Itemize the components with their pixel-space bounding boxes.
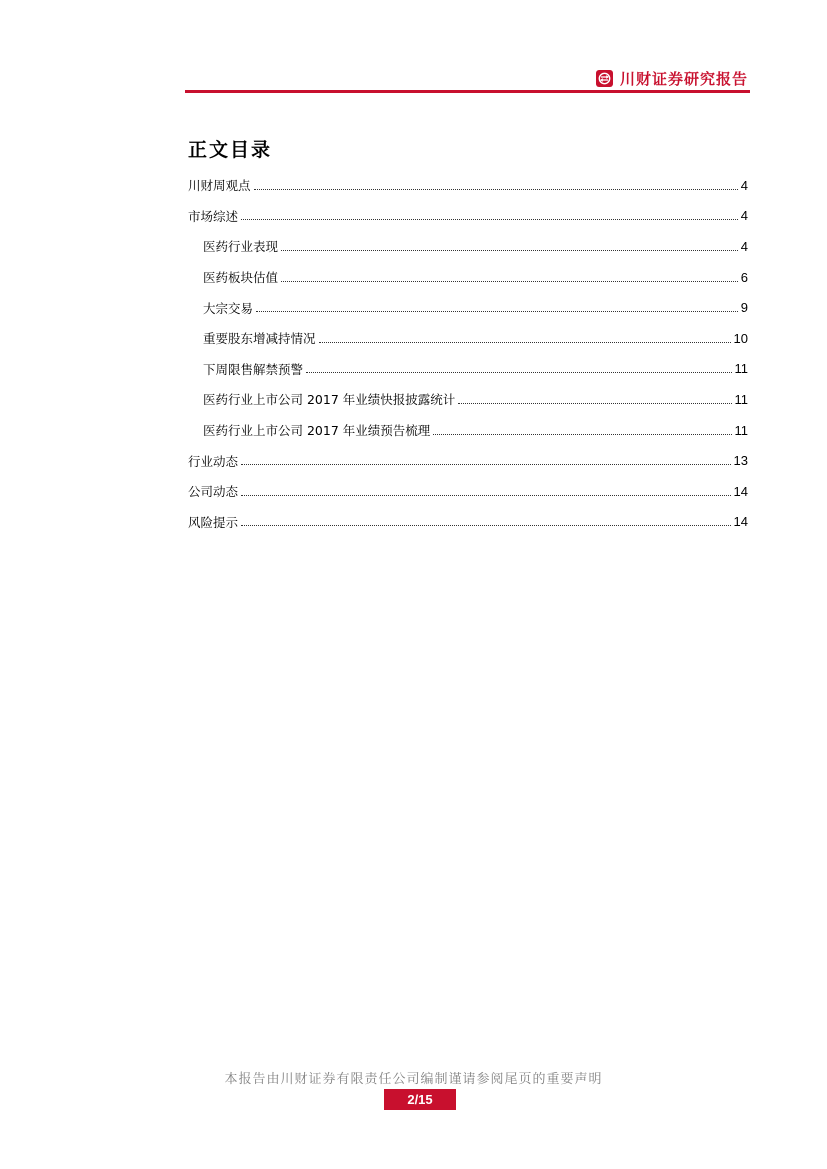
toc-entry-label: 医药行业上市公司 2017 年业绩预告梳理 — [203, 423, 431, 439]
toc-entry[interactable] — [188, 384, 748, 415]
toc-entry[interactable] — [188, 323, 748, 354]
toc-entry-page: 14 — [733, 514, 748, 530]
header-divider — [185, 90, 750, 93]
toc-entry[interactable] — [188, 476, 748, 507]
toc-dot-leader — [241, 219, 738, 220]
toc-entry-page: 4 — [740, 238, 748, 254]
toc-dot-leader — [241, 525, 731, 526]
broker-logo-icon — [596, 70, 613, 87]
toc-dot-leader — [458, 403, 731, 404]
toc-entry-page: 11 — [734, 422, 748, 438]
table-of-contents — [188, 170, 748, 537]
toc-entry-page: 13 — [733, 453, 748, 469]
toc-entry[interactable] — [188, 231, 748, 262]
toc-dot-leader — [281, 281, 738, 282]
toc-entry-page: 14 — [733, 483, 748, 499]
toc-entry-label: 医药板块估值 — [203, 270, 279, 286]
page-header — [185, 62, 750, 96]
toc-entry[interactable] — [188, 201, 748, 232]
toc-entry-page: 4 — [740, 177, 748, 193]
toc-dot-leader — [319, 342, 731, 343]
toc-entry[interactable] — [188, 292, 748, 323]
toc-entry-label: 医药行业表现 — [203, 239, 279, 255]
toc-entry-page: 6 — [740, 269, 748, 285]
toc-entry-label: 下周限售解禁预警 — [203, 361, 304, 377]
toc-dot-leader — [281, 250, 738, 251]
toc-dot-leader — [306, 372, 731, 373]
toc-entry-label: 公司动态 — [188, 484, 239, 500]
toc-entry-page: 11 — [734, 391, 748, 407]
toc-entry-label: 风险提示 — [188, 514, 239, 530]
toc-entry[interactable] — [188, 170, 748, 201]
toc-entry-page: 4 — [740, 208, 748, 224]
toc-entry-page: 10 — [733, 330, 748, 346]
toc-title: 正文目录 — [188, 139, 273, 161]
brand — [596, 68, 748, 89]
toc-entry[interactable] — [188, 354, 748, 385]
toc-entry[interactable] — [188, 262, 748, 293]
toc-entry-label: 行业动态 — [188, 453, 239, 469]
toc-dot-leader — [241, 464, 731, 465]
toc-entry[interactable] — [188, 415, 748, 446]
toc-entry-label: 市场综述 — [188, 208, 239, 224]
brand-name: 川财证券研究报告 — [619, 70, 748, 88]
toc-entry-label: 医药行业上市公司 2017 年业绩快报披露统计 — [203, 392, 456, 408]
footer-disclaimer: 本报告由川财证券有限责任公司编制谨请参阅尾页的重要声明 — [224, 1072, 603, 1087]
toc-dot-leader — [256, 311, 738, 312]
toc-entry-label: 大宗交易 — [203, 300, 254, 316]
toc-entry[interactable] — [188, 507, 748, 538]
toc-dot-leader — [241, 495, 731, 496]
toc-entry-label: 川财周观点 — [188, 178, 251, 194]
toc-entry[interactable] — [188, 445, 748, 476]
toc-entry-page: 9 — [740, 300, 748, 316]
toc-entry-label: 重要股东增减持情况 — [203, 331, 316, 347]
toc-dot-leader — [433, 434, 731, 435]
toc-entry-page: 11 — [734, 361, 748, 377]
page-number-badge: 2/15 — [384, 1089, 456, 1110]
toc-dot-leader — [254, 189, 738, 190]
